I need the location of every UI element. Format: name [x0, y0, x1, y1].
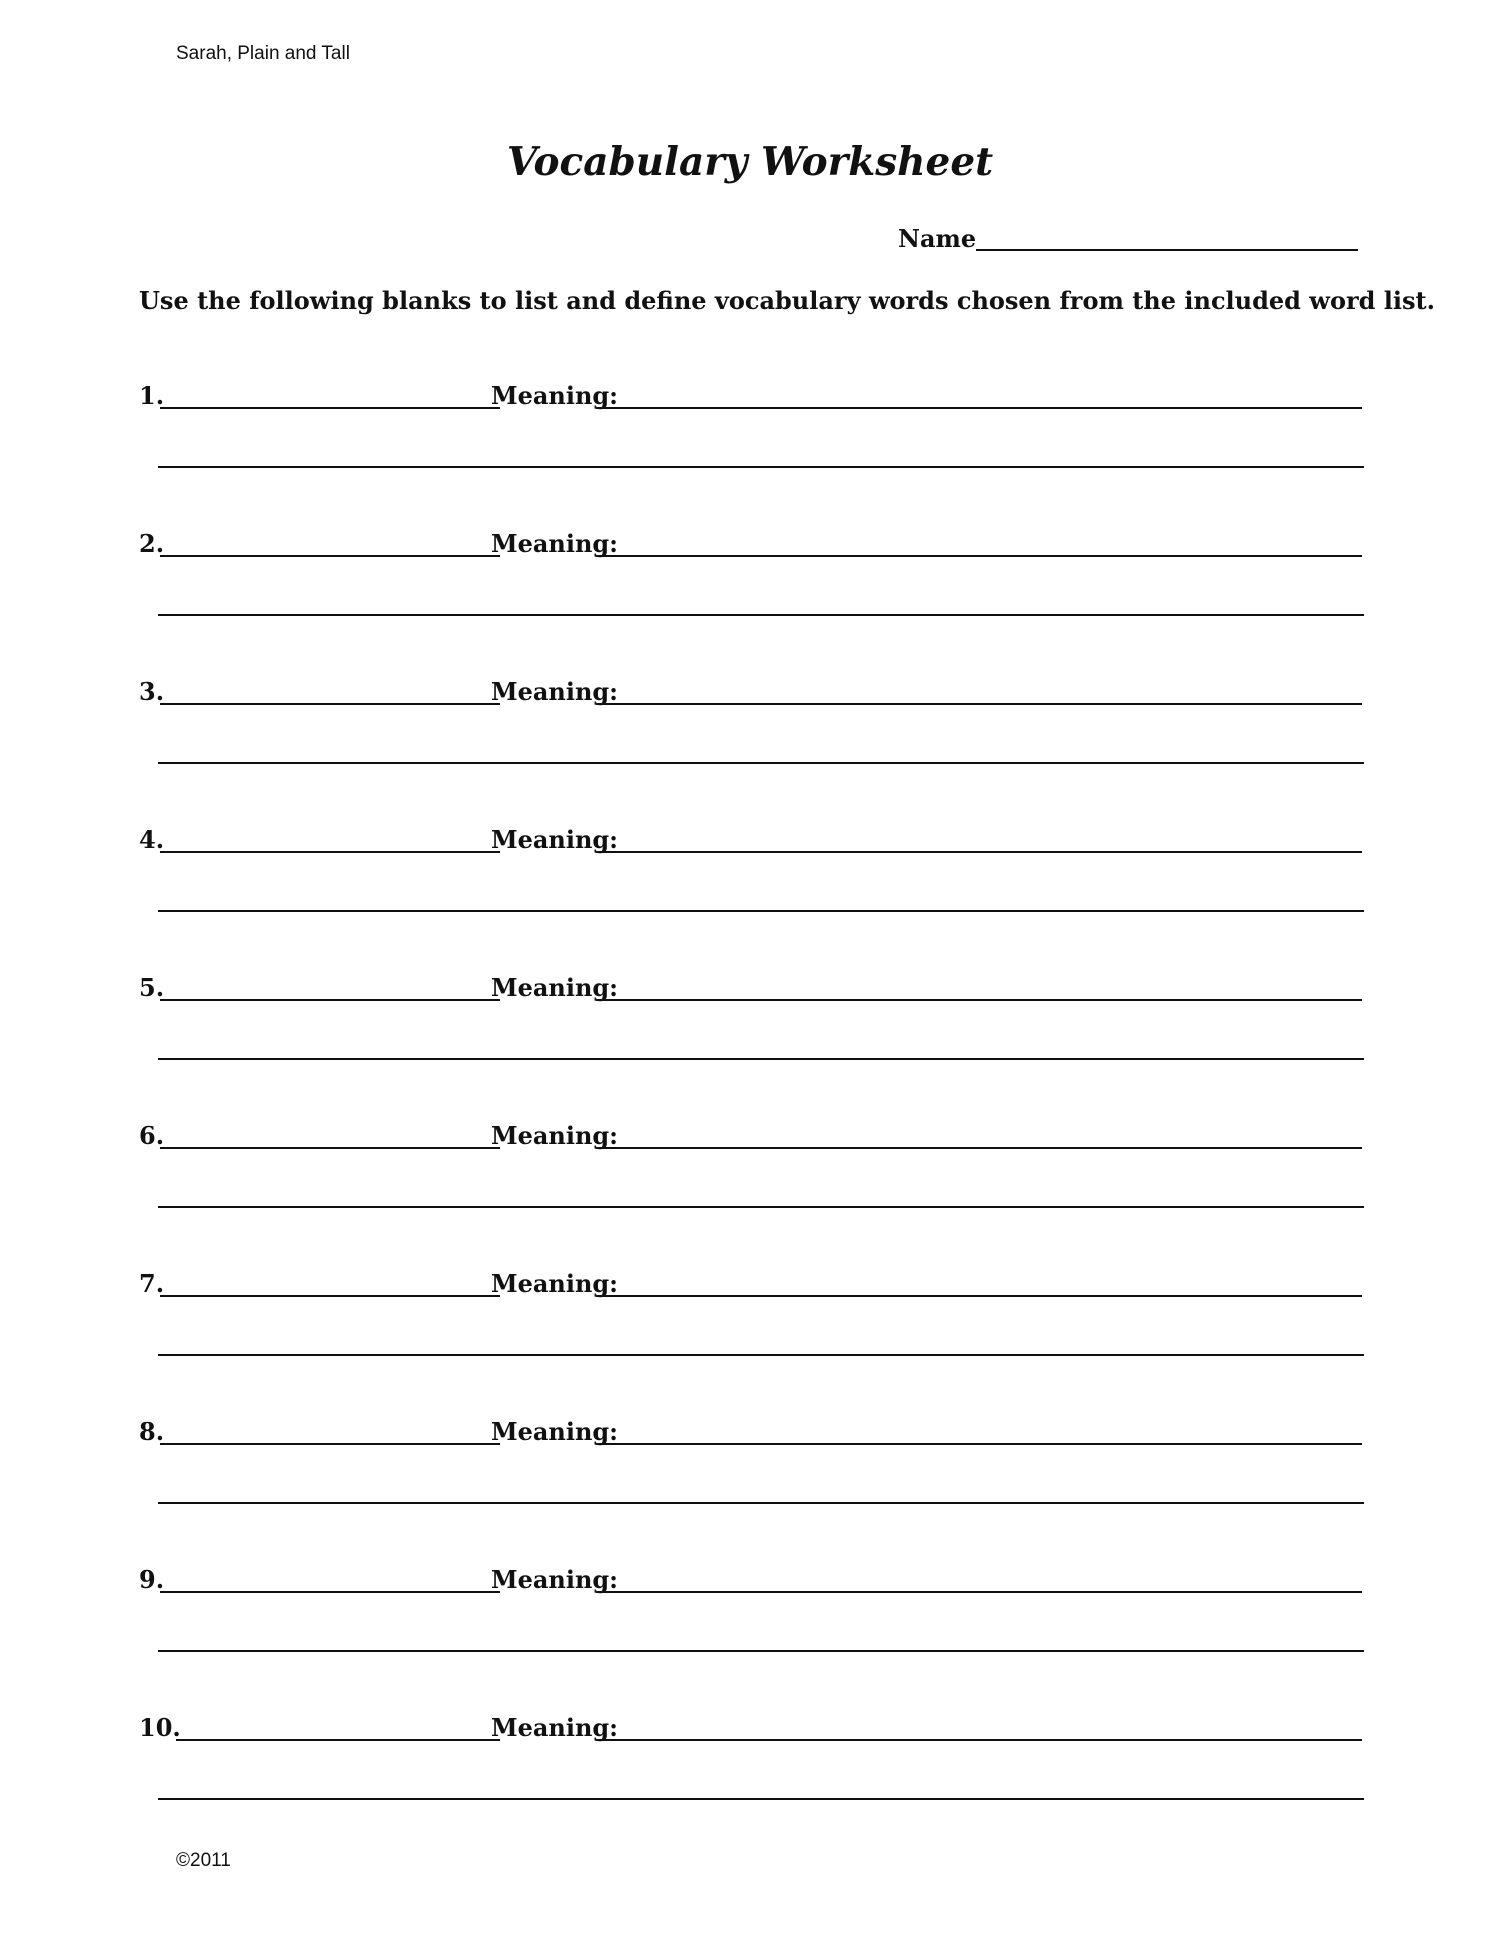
word-blank-line — [160, 1147, 500, 1149]
worksheet-title: Vocabulary Worksheet — [506, 139, 994, 185]
name-label: Name — [898, 224, 977, 253]
word-blank-line — [160, 851, 500, 853]
meaning-continuation-line — [158, 1502, 1364, 1504]
word-blank-line — [160, 1295, 500, 1297]
entry-number: 8. — [139, 1417, 165, 1446]
meaning-label: Meaning: — [491, 529, 619, 558]
entry-number: 5. — [139, 973, 165, 1002]
entry-number: 3. — [139, 677, 165, 706]
meaning-blank-line — [597, 407, 1362, 409]
vocabulary-entry — [0, 819, 1500, 899]
entry-number: 10. — [139, 1713, 181, 1742]
meaning-label: Meaning: — [491, 381, 619, 410]
meaning-continuation-line — [158, 614, 1364, 616]
meaning-blank-line — [597, 1443, 1362, 1445]
word-blank-line — [160, 1443, 500, 1445]
instructions-text: Use the following blanks to list and define vocabulary words chosen from the included word list. — [139, 286, 1435, 315]
meaning-blank-line — [597, 703, 1362, 705]
meaning-blank-line — [597, 851, 1362, 853]
entry-number: 6. — [139, 1121, 165, 1150]
name-blank-line — [976, 249, 1358, 251]
meaning-blank-line — [597, 555, 1362, 557]
meaning-continuation-line — [158, 1058, 1364, 1060]
meaning-continuation-line — [158, 1798, 1364, 1800]
meaning-continuation-line — [158, 762, 1364, 764]
meaning-label: Meaning: — [491, 1121, 619, 1150]
book-title-header: Sarah, Plain and Tall — [176, 43, 350, 64]
meaning-continuation-line — [158, 466, 1364, 468]
meaning-continuation-line — [158, 1206, 1364, 1208]
name-field — [898, 224, 1358, 254]
meaning-blank-line — [597, 999, 1362, 1001]
meaning-continuation-line — [158, 910, 1364, 912]
vocabulary-entry — [0, 671, 1500, 751]
vocabulary-entry — [0, 375, 1500, 455]
vocabulary-entry — [0, 1707, 1500, 1787]
word-blank-line — [176, 1739, 500, 1741]
entry-number: 4. — [139, 825, 165, 854]
word-blank-line — [160, 1591, 500, 1593]
word-blank-line — [160, 999, 500, 1001]
vocabulary-entry — [0, 1115, 1500, 1195]
meaning-label: Meaning: — [491, 1417, 619, 1446]
meaning-label: Meaning: — [491, 825, 619, 854]
entry-number: 9. — [139, 1565, 165, 1594]
meaning-label: Meaning: — [491, 973, 619, 1002]
vocabulary-entry — [0, 1411, 1500, 1491]
meaning-label: Meaning: — [491, 1565, 619, 1594]
vocabulary-entry — [0, 1559, 1500, 1639]
meaning-label: Meaning: — [491, 1269, 619, 1298]
copyright-footer: ©2011 — [176, 1850, 231, 1871]
meaning-continuation-line — [158, 1354, 1364, 1356]
word-blank-line — [160, 407, 500, 409]
entry-number: 2. — [139, 529, 165, 558]
entry-number: 7. — [139, 1269, 165, 1298]
meaning-label: Meaning: — [491, 677, 619, 706]
meaning-blank-line — [597, 1147, 1362, 1149]
meaning-blank-line — [597, 1295, 1362, 1297]
vocabulary-entry — [0, 523, 1500, 603]
vocabulary-entry — [0, 967, 1500, 1047]
meaning-continuation-line — [158, 1650, 1364, 1652]
vocabulary-entry — [0, 1263, 1500, 1343]
word-blank-line — [160, 555, 500, 557]
meaning-blank-line — [597, 1739, 1362, 1741]
entry-number: 1. — [139, 381, 165, 410]
word-blank-line — [160, 703, 500, 705]
meaning-blank-line — [597, 1591, 1362, 1593]
meaning-label: Meaning: — [491, 1713, 619, 1742]
